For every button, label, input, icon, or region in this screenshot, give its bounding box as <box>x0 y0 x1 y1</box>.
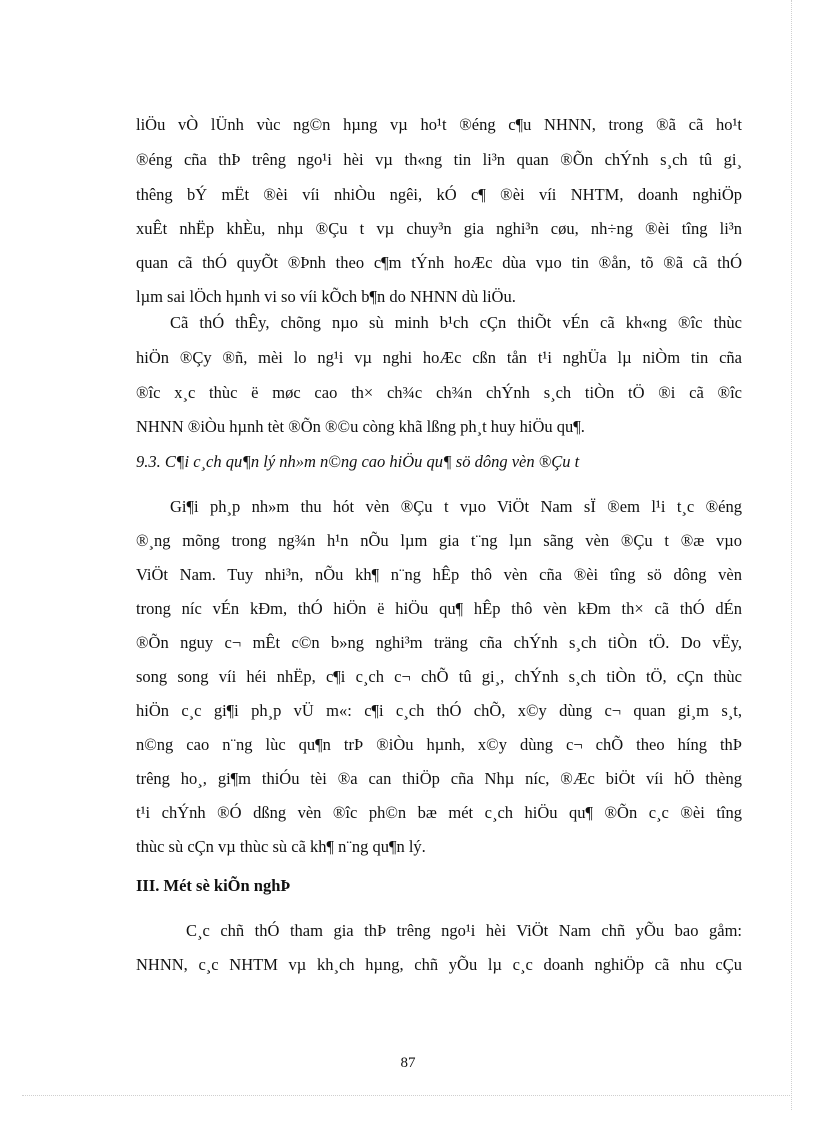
text-line: song song víi héi nhËp, c¶i c¸ch c¬ chÕ tû gi¸, chÝnh s¸ch tiÒn tÖ, cÇn thùc <box>136 667 742 686</box>
text-line: C¸c chñ thÓ tham gia thÞ trêng ngo¹i hèi ViÖt Nam chñ yÕu bao gåm: <box>186 921 742 940</box>
text-line: lµm sai lÖch hµnh vi so víi kÕch b¶n do NHNN dù liÖu. <box>136 287 516 306</box>
text-line: NHNN, c¸c NHTM vµ kh¸ch hµng, chñ yÕu lµ c¸c doanh nghiÖp cã nhu cÇu <box>136 955 742 974</box>
section-heading-9-3: 9.3. C¶i c¸ch qu¶n lý nh»m n©ng cao hiÖu qu¶ sö dông vèn ®Çu t <box>136 452 580 471</box>
text-line: liÖu vÒ lÜnh vùc ng©n hµng vµ ho¹t ®éng c¶u NHNN, trong ®ã cã ho¹t <box>136 115 742 134</box>
text-line: NHNN ®iÒu hµnh tèt ®Õn ®©u còng khã lßng ph¸t huy hiÖu qu¶. <box>136 417 585 436</box>
text-line: n©ng cao n¨ng lùc qu¶n trÞ ®iÒu hµnh, x©y dùng c¬ chÕ theo híng thÞ <box>136 735 742 754</box>
text-line: xuÊt nhËp khÈu, nhµ ®Çu t vµ chuy³n gia nghi³n cøu, nh÷ng ®èi tîng li³n <box>136 219 742 238</box>
text-line: t¹i chÝnh ®Ó dßng vèn ®îc ph©n bæ mét c¸ch hiÖu qu¶ ®Õn c¸c ®èi tîng <box>136 803 742 822</box>
text-line: hiÖn c¸c gi¶i ph¸p vÜ m«: c¶i c¸ch thÓ chÕ, x©y dùng c¬ quan gi¸m s¸t, <box>136 701 742 720</box>
text-line: trong níc vÉn kÐm, thÓ hiÖn ë hiÖu qu¶ hÊp thô vèn kÐm th× cã thÓ dÉn <box>136 599 742 618</box>
page-number: 87 <box>400 1055 416 1071</box>
text-line: ViÖt Nam. Tuy nhi³n, nÕu kh¶ n¨ng hÊp thô vèn cña ®èi tîng sö dông vèn <box>136 565 742 584</box>
text-line: thùc sù cÇn vµ thùc sù cã kh¶ n¨ng qu¶n lý. <box>136 837 426 856</box>
text-line: ®éng cña thÞ trêng ngo¹i hèi vµ th«ng tin li³n quan ®Õn chÝnh s¸ch tû gi¸ <box>136 150 742 169</box>
text-line: ®¸ng mõng trong ng¾n h¹n nÕu lµm gia t¨ng lµn sãng vèn ®Çu t ®æ vµo <box>136 531 742 550</box>
text-line: ®îc x¸c thùc ë møc cao th× ch¾c ch¾n chÝnh s¸ch tiÒn tÖ ®i cã ®îc <box>136 383 742 402</box>
text-line: Cã thÓ thÊy, chõng nµo sù minh b¹ch cÇn thiÕt vÉn cã kh«ng ®îc thùc <box>170 313 742 332</box>
text-line: quan cã thÓ quyÕt ®Þnh theo c¶m tÝnh hoÆc dùa vµo tin ®ån, tõ ®ã cã thÓ <box>136 253 742 272</box>
page-border-bottom <box>22 1095 792 1096</box>
text-line: ®Õn nguy c¬ mÊt c©n b»ng nghi³m träng cña chÝnh s¸ch tiÒn tÖ. Do vËy, <box>136 633 742 652</box>
page-border-right <box>791 0 792 1110</box>
text-line: hiÖn ®Çy ®ñ, mèi lo ng¹i vµ nghi hoÆc cßn tån t¹i nghÜa lµ niÒm tin cña <box>136 348 742 367</box>
section-heading-iii: III. Mét sè kiÕn nghÞ <box>136 876 291 895</box>
text-line: thêng bÝ mËt ®èi víi nhiÒu ngêi, kÓ c¶ ®èi víi NHTM, doanh nghiÖp <box>136 185 742 204</box>
text-line: Gi¶i ph¸p nh»m thu hót vèn ®Çu t vµo ViÖt Nam sÏ ®em l¹i t¸c ®éng <box>170 497 742 516</box>
text-line: trêng ho¸, gi¶m thiÓu tèi ®a can thiÖp cña Nhµ níc, ®Æc biÖt víi hÖ thèng <box>136 769 742 788</box>
